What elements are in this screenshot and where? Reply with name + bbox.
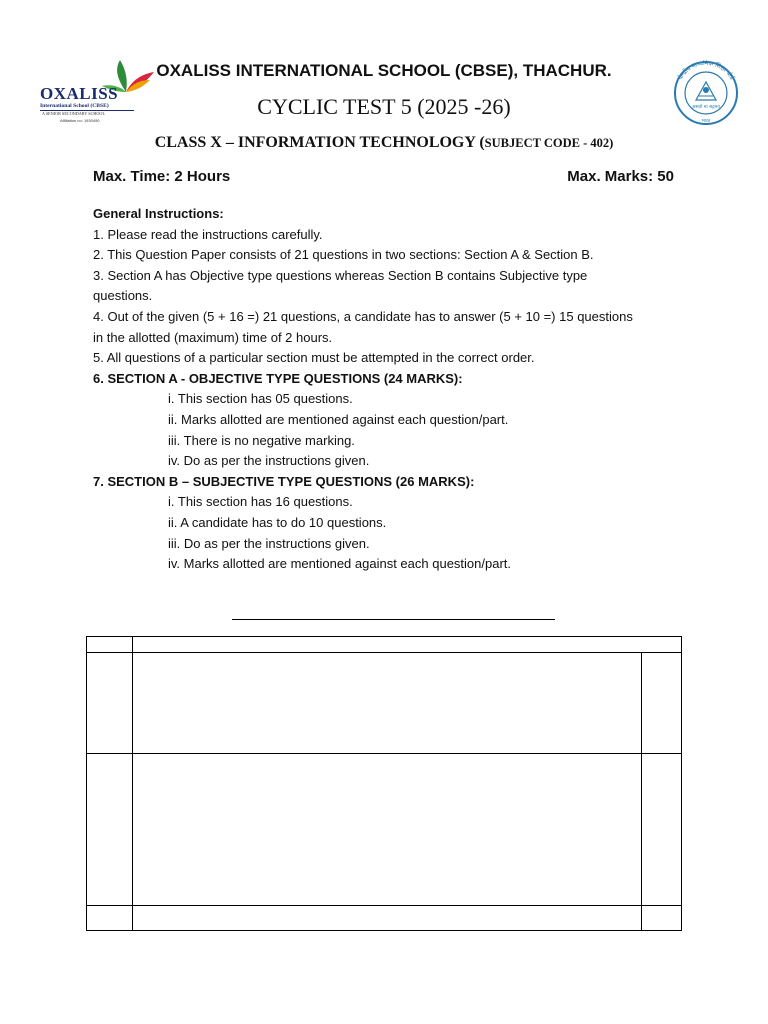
section-b-item: i. This section has 16 questions. [168,494,353,510]
instruction-5: 5. All questions of a particular section must be attempted in the correct order. [93,350,535,366]
section-b-item: iii. Do as per the instructions given. [168,535,370,551]
section-a-item: iv. Do as per the instructions given. [168,453,370,469]
logo-affiliation: Affiliation no: 1930490 [60,118,100,123]
section-b-item: ii. A candidate has to do 10 questions. [168,514,387,530]
table-line [86,753,682,754]
test-title: CYCLIC TEST 5 (2025 -26) [257,94,511,119]
instruction-4: 4. Out of the given (5 + 16 =) 21 questions, a candidate has to answer (5 + 10 =) 15 questions [93,308,633,324]
table-line [86,930,682,931]
instruction-2: 2. This Question Paper consists of 21 questions in two sections: Section A & Section B. [93,247,594,263]
logo-subtitle: International School (CBSE) [40,103,109,109]
instruction-1: 1. Please read the instructions carefully. [93,226,323,242]
school-name: OXALISS INTERNATIONAL SCHOOL (CBSE), THACHUR. [156,61,612,80]
table-line [641,652,642,931]
section-b-item: iv. Marks allotted are mentioned against each question/part. [168,556,512,572]
table-line [86,905,682,906]
table-line [132,636,133,931]
subject-code: SUBJECT CODE - 402) [484,136,614,150]
table-line [86,636,87,931]
section-a-item: i. This section has 05 questions. [168,391,353,407]
instruction-6-section-a: 6. SECTION A - OBJECTIVE TYPE QUESTIONS (24 MARKS): [93,370,463,386]
seal-motto: असतो मा सद्गमय [692,105,720,110]
instruction-3: 3. Section A has Objective type questions whereas Section B contains Subjective type [93,267,588,283]
class-line-main: CLASS X – INFORMATION TECHNOLOGY [154,134,480,151]
instructions-heading: General Instructions: [93,206,224,221]
instruction-7-section-b: 7. SECTION B – SUBJECTIVE TYPE QUESTIONS (26 MARKS): [93,473,475,489]
cbse-seal-icon [666,60,746,126]
logo-name: OXALISS [40,84,119,103]
horizontal-rule [232,619,555,620]
section-a-item: ii. Marks allotted are mentioned against each question/part. [168,411,509,427]
svg-text:केन्द्रीय माध्यमिक शिक्षा बोर् [676,60,736,82]
seal-text: केन्द्रीय माध्यमिक शिक्षा बोर्ड [676,60,736,82]
instruction-3-cont: questions. [93,288,153,304]
table-line [86,652,682,653]
max-time: Max. Time: 2 Hours [93,168,231,185]
class-subject-line [60,134,708,152]
logo-tagline: A SENIOR SECONDARY SCHOOL [42,111,106,116]
general-instructions [93,204,693,575]
cbse-seal [666,60,746,126]
table-line [681,636,682,931]
table-line [86,636,682,637]
max-marks: Max. Marks: 50 [567,168,674,185]
seal-bottom-text: भारत [701,119,711,124]
class-line-open: ( [479,134,485,151]
instruction-4-cont: in the allotted (maximum) time of 2 hours. [93,329,333,345]
section-a-item: iii. There is no negative marking. [168,432,355,448]
